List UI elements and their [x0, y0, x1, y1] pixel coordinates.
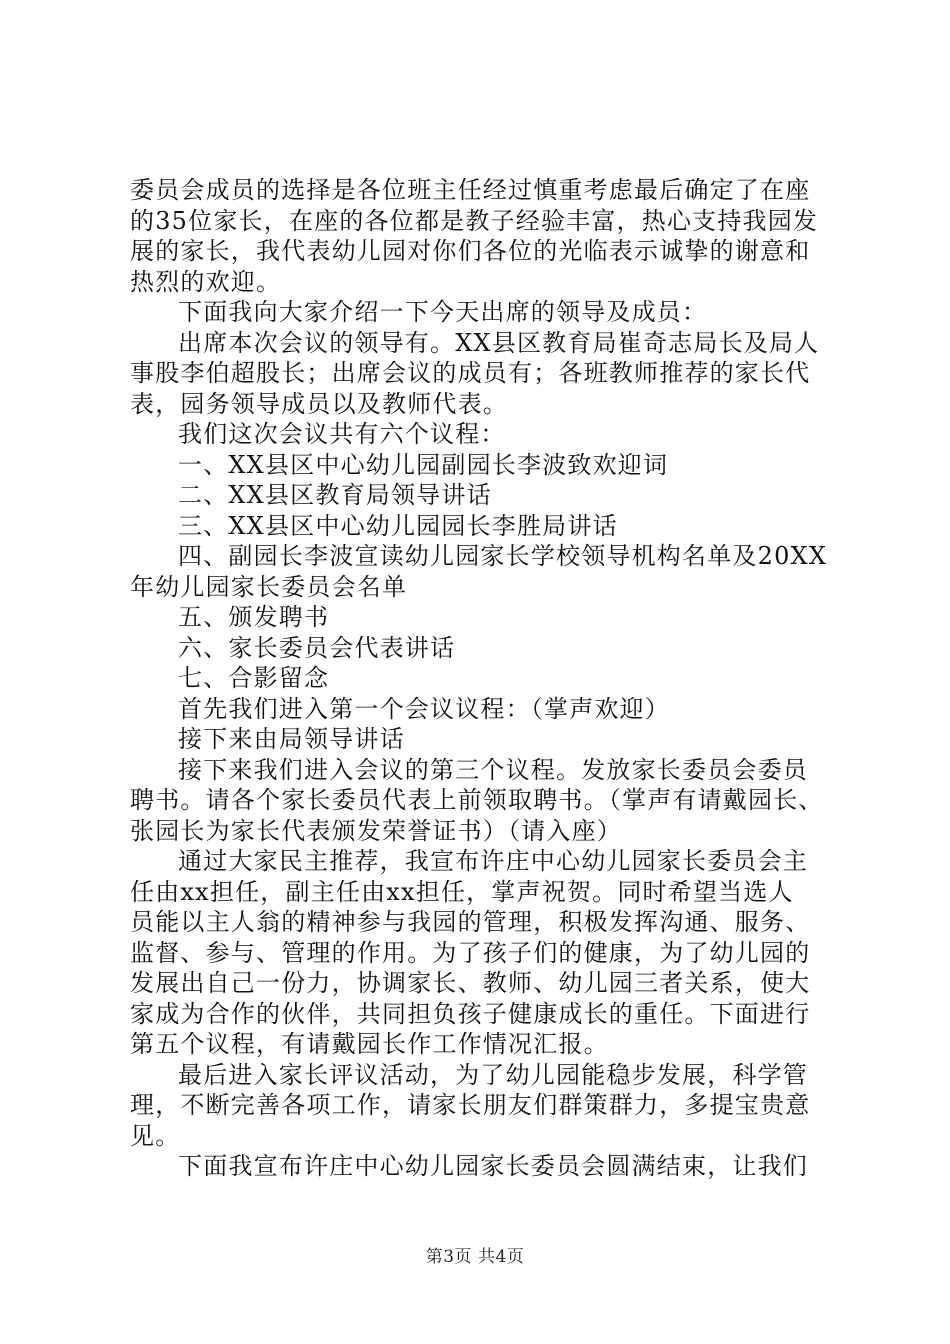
- text-line: 最后进入家长评议活动，为了幼儿园能稳步发展，科学管: [178, 1060, 808, 1089]
- agenda-item: 六、家长委员会代表讲话: [178, 633, 456, 662]
- page-number-footer: 第3页 共4页: [425, 1247, 525, 1267]
- agenda-item: 三、XX县区中心幼儿园园长李胜局讲话: [178, 511, 618, 540]
- text-line: 表，园务领导成员以及教师代表。: [130, 389, 508, 418]
- document-body: [130, 175, 830, 1182]
- text-line: 接下来由局领导讲话: [178, 725, 405, 753]
- text-line: 第五个议程，有请戴园长作工作情况汇报。: [130, 1030, 609, 1058]
- text-line: 出席本次会议的领导有。XX县区教育局崔奇志局长及局人: [178, 328, 820, 357]
- text-line: 首先我们进入第一个会议议程：（掌声欢迎）: [178, 694, 670, 723]
- text-line: 下面我宣布许庄中心幼儿园家长委员会圆满结束，让我们: [178, 1152, 808, 1180]
- text-line: 事股李伯超股长；出席会议的成员有；各班教师推荐的家长代: [130, 359, 811, 387]
- text-line: 发展出自己一份力，协调家长、教师、幼儿园三者关系，使大: [130, 969, 811, 997]
- agenda-item: 一、XX县区中心幼儿园副园长李波致欢迎词: [178, 450, 669, 479]
- agenda-item: 二、XX县区教育局领导讲话: [178, 481, 492, 509]
- text-line: 员能以主人翁的精神参与我园的管理，积极发挥沟通、服务、: [130, 908, 811, 936]
- agenda-item: 四、副园长李波宣读幼儿园家长学校领导机构名单及20XX: [178, 542, 828, 570]
- text-line: 张园长为家长代表颁发荣誉证书）（请入座）: [130, 816, 622, 845]
- text-line: 任由xx担任，副主任由xx担任，掌声祝贺。同时希望当选人: [130, 877, 794, 906]
- text-line: 监督、参与、管理的作用。为了孩子们的健康，为了幼儿园的: [130, 938, 811, 967]
- text-line: 接下来我们进入会议的第三个议程。发放家长委员会委员: [178, 755, 808, 784]
- text-line: 热烈的欢迎。: [130, 267, 282, 296]
- text-line: 我们这次会议共有六个议程：: [178, 420, 506, 448]
- text-line: 聘书。请各个家长委员代表上前领取聘书。（掌声有请戴园长、: [130, 786, 824, 814]
- text-line: 委员会成员的选择是各位班主任经过慎重考虑最后确定了在座: [130, 176, 811, 204]
- text-line: 下面我向大家介绍一下今天出席的领导及成员：: [178, 298, 708, 326]
- text-line: 理，不断完善各项工作，请家长朋友们群策群力，多提宝贵意: [130, 1091, 811, 1119]
- text-line: 家成为合作的伙伴，共同担负孩子健康成长的重任。下面进行: [130, 999, 811, 1028]
- agenda-item: 五、颁发聘书: [178, 603, 330, 631]
- text-line: 见。: [130, 1121, 181, 1150]
- text-line: 展的家长，我代表幼儿园对你们各位的光临表示诚挚的谢意和: [130, 237, 811, 265]
- text-line: 年幼儿园家长委员会名单: [130, 572, 408, 601]
- agenda-item: 七、合影留念: [178, 664, 330, 692]
- text-line: 的35位家长，在座的各位都是教子经验丰富，热心支持我园发: [130, 206, 819, 235]
- text-line: 通过大家民主推荐，我宣布许庄中心幼儿园家长委员会主: [178, 847, 808, 875]
